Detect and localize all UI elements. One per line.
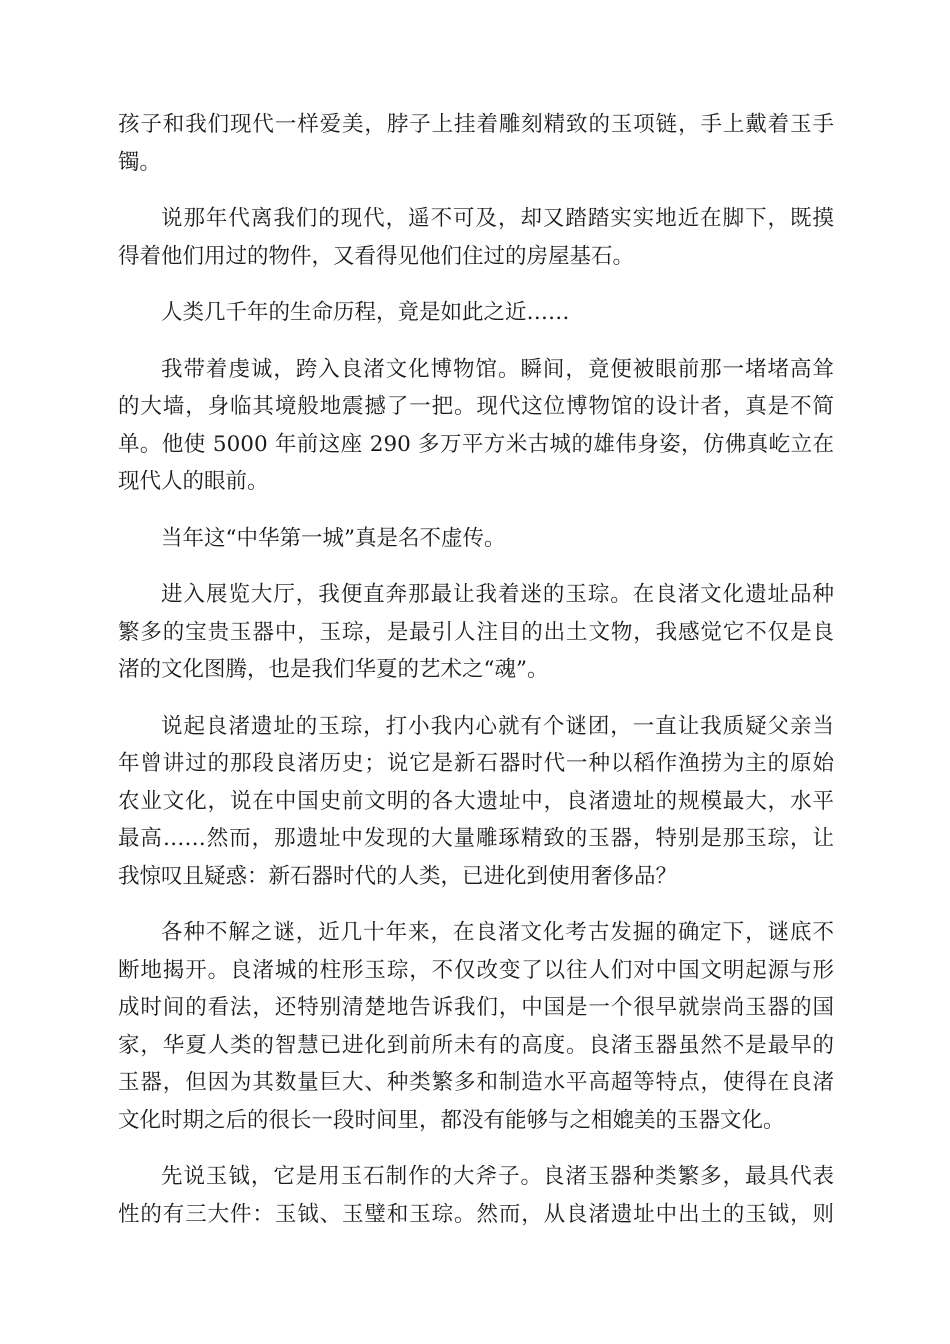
text-line: 说那年代离我们的现代，遥不可及，却又踏踏实实地近在脚下，既摸 [161, 206, 834, 231]
text-line: 成时间的看法，还特别清楚地告诉我们，中国是一个很早就崇尚玉器的国 [118, 995, 834, 1020]
text-line: 玉器，但因为其数量巨大、种类繁多和制造水平高超等特点，使得在良渚 [118, 1070, 834, 1095]
text-line: 渚的文化图腾，也是我们华夏的艺术之“魂”。 [118, 657, 549, 682]
text-line: 我惊叹且疑惑：新石器时代的人类，已进化到使用奢侈品？ [118, 863, 678, 889]
text-line: 我带着虔诚，跨入良渚文化博物馆。瞬间，竟便被眼前那一堵堵高耸 [161, 356, 834, 382]
text-line: 各种不解之谜，近几十年来，在良渚文化考古发掘的确定下，谜底不 [161, 920, 834, 945]
paragraph-9 [118, 1158, 834, 1233]
text-line: 当年这“中华第一城”真是名不虚传。 [161, 525, 506, 551]
paragraph-3 [118, 294, 834, 332]
paragraph-6 [118, 576, 834, 689]
text-line: 的大墙，身临其境般地震撼了一把。现代这位博物馆的设计者，真是不简 [118, 394, 834, 419]
text-line: 年曾讲过的那段良渚历史；说它是新石器时代一种以稻作渔捞为主的原始 [118, 751, 834, 776]
text-line: 家，华夏人类的智慧已进化到前所未有的高度。良渚玉器虽然不是最早的 [118, 1032, 834, 1058]
text-line: 人类几千年的生命历程，竟是如此之近…… [161, 300, 570, 325]
text-line: 孩子和我们现代一样爱美，脖子上挂着雕刻精致的玉项链，手上戴着玉手 [118, 112, 834, 137]
text-line: 繁多的宝贵玉器中，玉琮，是最引人注目的出土文物，我感觉它不仅是良 [118, 619, 834, 645]
paragraph-8 [118, 914, 834, 1139]
text-line: 先说玉钺，它是用玉石制作的大斧子。良渚玉器种类繁多，最具代表 [161, 1164, 834, 1189]
document-page [118, 106, 834, 1252]
text-line: 文化时期之后的很长一段时间里，都没有能够与之相媲美的玉器文化。 [118, 1107, 785, 1133]
text-line: 现代人的眼前。 [118, 469, 269, 494]
text-line: 农业文化，说在中国史前文明的各大遗址中，良渚遗址的规模最大，水平 [118, 788, 834, 814]
paragraph-2 [118, 200, 834, 275]
text-line: 得着他们用过的物件，又看得见他们住过的房屋基石。 [118, 243, 635, 269]
text-line: 单。他使 5000 年前这座 290 多万平方米古城的雄伟身姿，仿佛真屹立在 [118, 431, 834, 457]
paragraph-5 [118, 520, 834, 558]
text-line: 镯。 [118, 149, 162, 175]
paragraph-4 [118, 351, 834, 501]
text-line: 进入展览大厅，我便直奔那最让我着迷的玉琮。在良渚文化遗址品种 [161, 582, 834, 607]
text-line: 说起良渚遗址的玉琮，打小我内心就有个谜团，一直让我质疑父亲当 [161, 713, 834, 739]
text-line: 断地揭开。良渚城的柱形玉琮，不仅改变了以往人们对中国文明起源与形 [118, 957, 834, 983]
text-line: 最高……然而，那遗址中发现的大量雕琢精致的玉器，特别是那玉琮，让 [118, 826, 834, 851]
paragraph-1 [118, 106, 834, 181]
paragraph-7 [118, 708, 834, 896]
text-line: 性的有三大件：玉钺、玉璧和玉琮。然而，从良渚遗址中出土的玉钺，则 [118, 1201, 834, 1227]
